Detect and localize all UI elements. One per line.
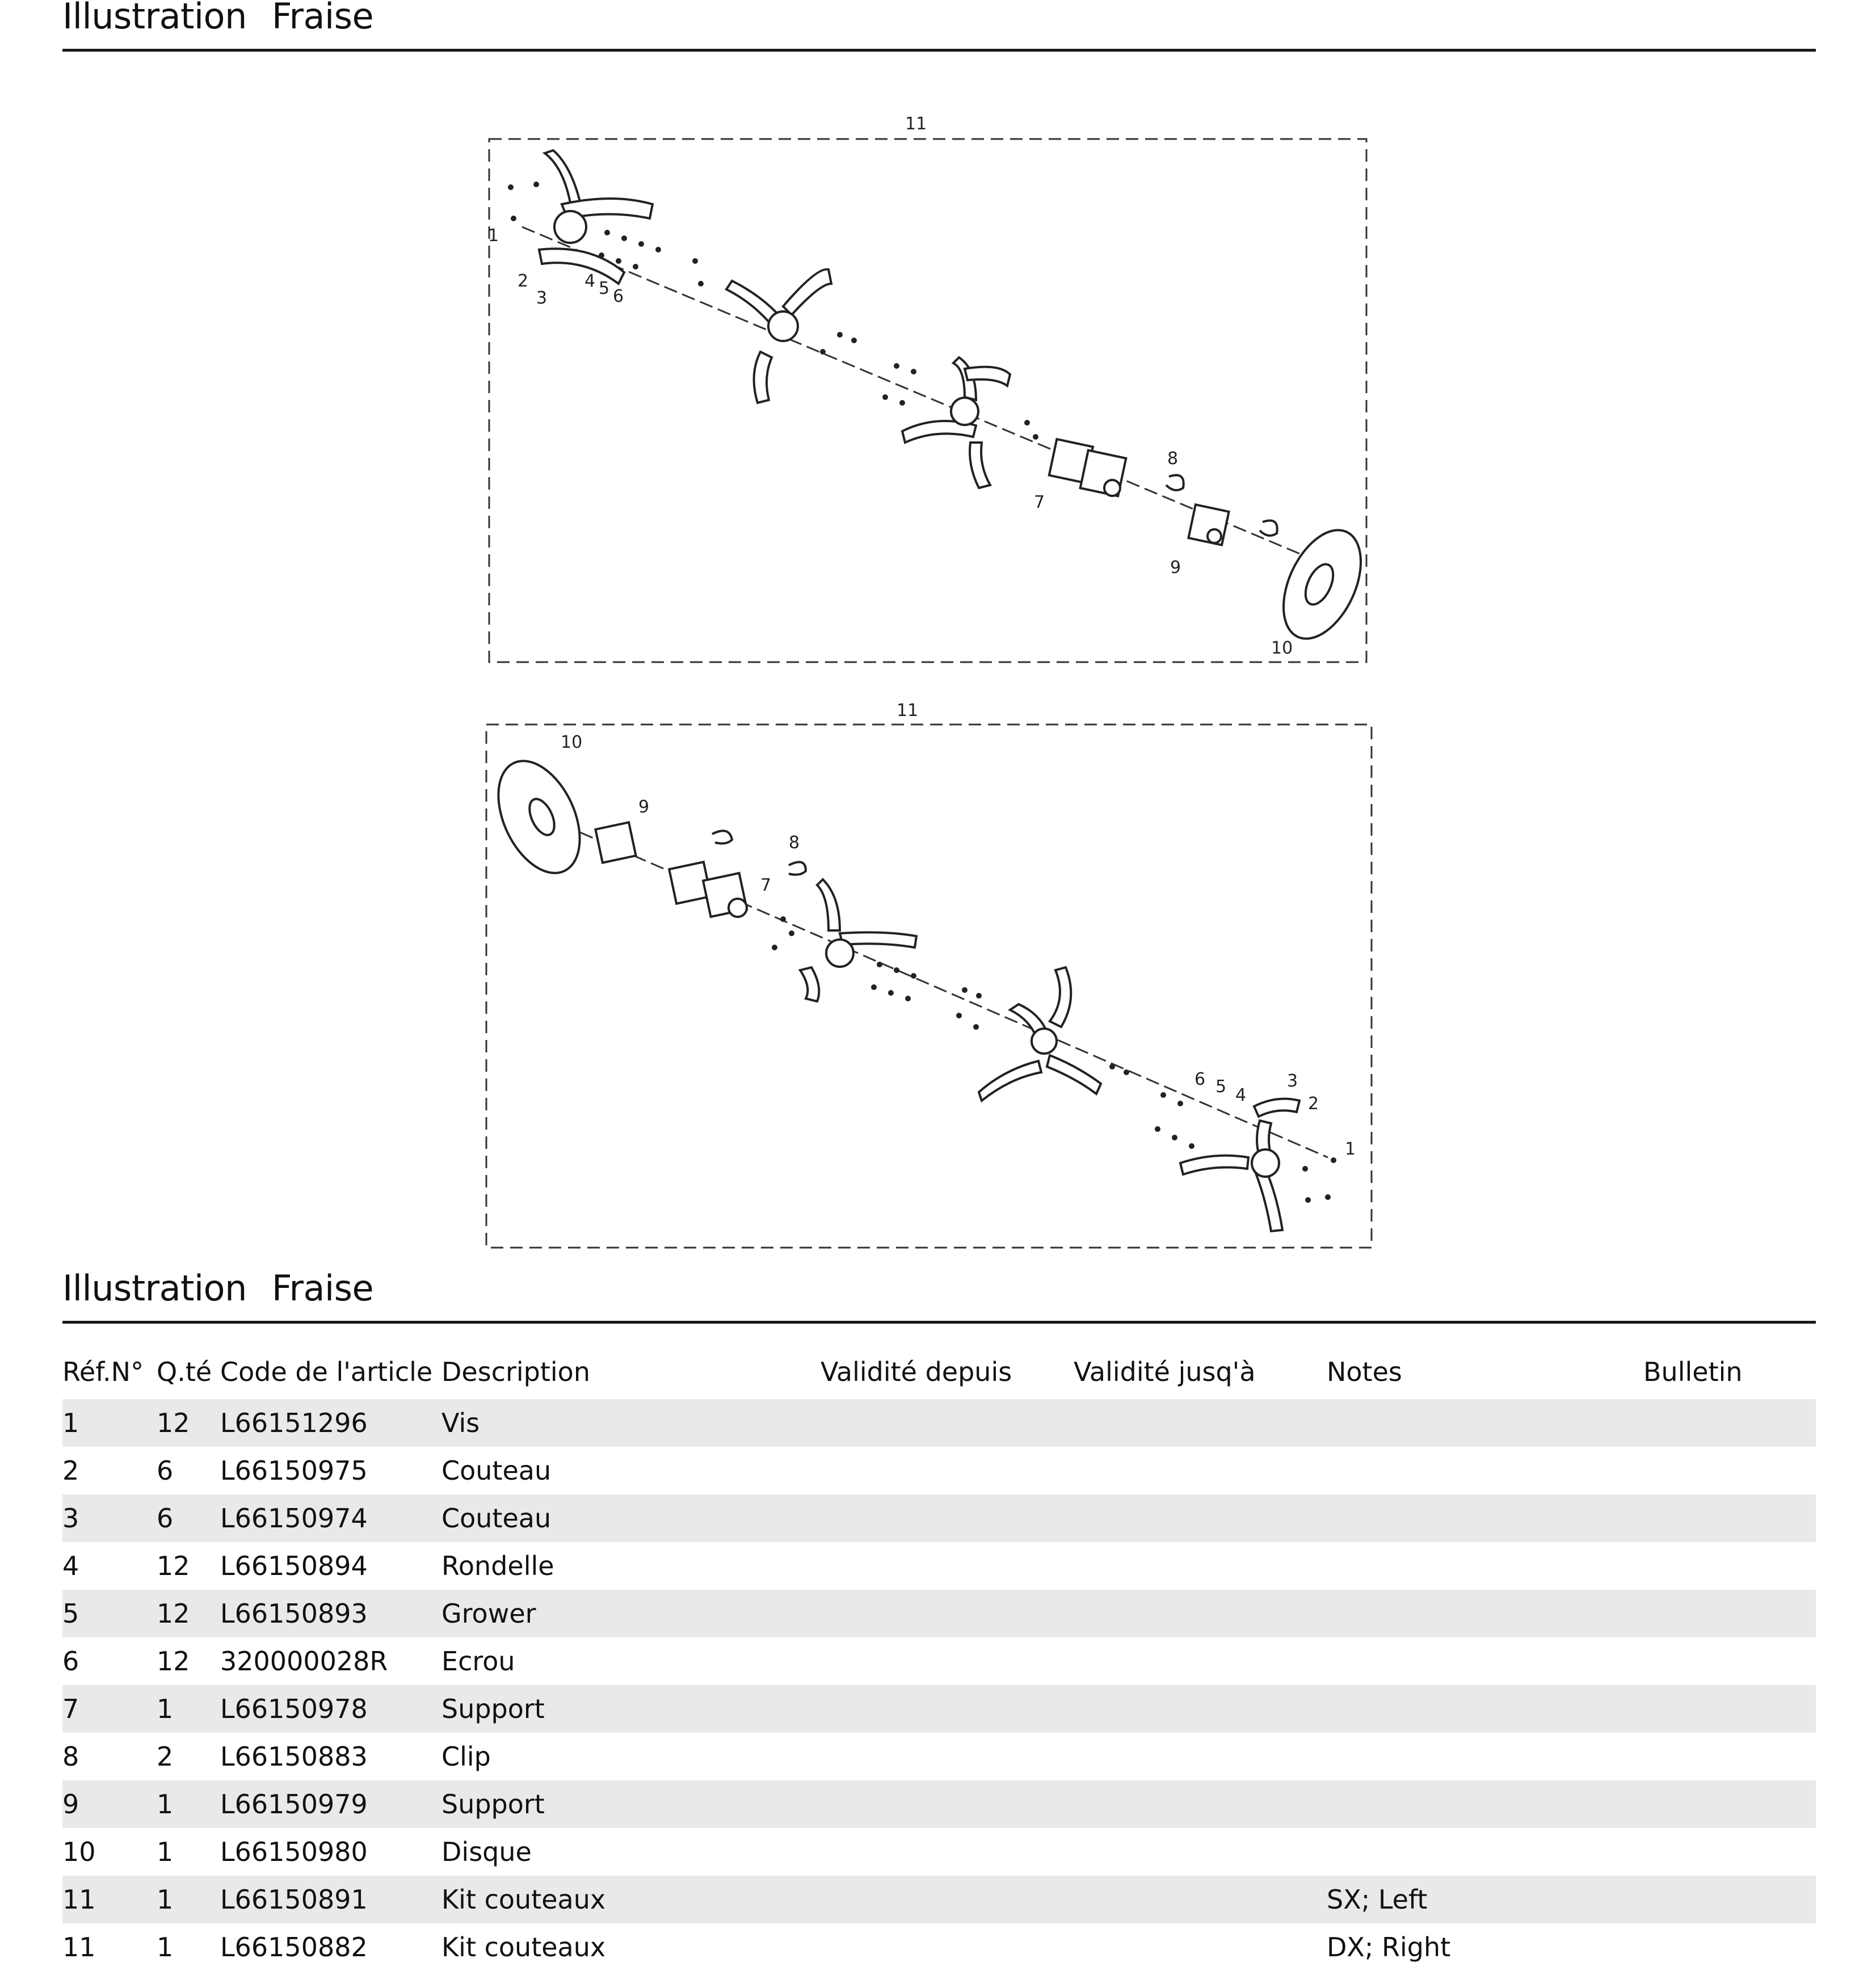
callout-4: 4 [1235, 1085, 1247, 1105]
cell-description: Vis [441, 1408, 480, 1438]
cell-qty: 2 [157, 1741, 174, 1772]
cell-description: Disque [441, 1837, 532, 1867]
cell-valid-to [1074, 1399, 1327, 1447]
cell-valid-from [821, 1637, 1074, 1685]
cell-code: L66150974 [220, 1503, 368, 1534]
header-description: Description [441, 1357, 590, 1387]
cell-notes [1327, 1590, 1643, 1637]
cell-ref: 2 [62, 1455, 79, 1486]
cell-bulletin [1643, 1828, 1816, 1876]
cell-valid-to [1074, 1637, 1327, 1685]
cell-description: Couteau [441, 1503, 552, 1534]
cell-description: Couteau [441, 1455, 552, 1486]
callout-7: 7 [1034, 492, 1045, 512]
cell-valid-from [821, 1494, 1074, 1542]
callout-5: 5 [599, 279, 610, 298]
table-row [62, 1399, 1816, 1447]
cell-qty: 12 [157, 1646, 190, 1677]
callout-9: 9 [1170, 558, 1181, 578]
cell-notes [1327, 1685, 1643, 1733]
cell-bulletin [1643, 1494, 1816, 1542]
callout-5: 5 [1215, 1077, 1227, 1097]
cell-valid-to [1074, 1685, 1327, 1733]
cell-code: L66150891 [220, 1884, 368, 1915]
cell-qty: 1 [157, 1789, 174, 1820]
callout-4: 4 [584, 271, 596, 291]
cell-notes [1327, 1447, 1643, 1494]
cell-valid-from [821, 1923, 1074, 1971]
diagram-frame [489, 139, 1366, 662]
callout-2: 2 [518, 271, 529, 291]
cell-valid-to [1074, 1590, 1327, 1637]
cell-bulletin [1643, 1399, 1816, 1447]
callout-9: 9 [638, 797, 650, 817]
header-valid-from: Validité depuis [821, 1357, 1012, 1387]
table-header-row [62, 1345, 1816, 1399]
cell-ref: 9 [62, 1789, 79, 1820]
cell-ref: 5 [62, 1598, 79, 1629]
table-row [62, 1542, 1816, 1590]
callout-10: 10 [561, 732, 583, 752]
callout-6: 6 [1194, 1069, 1206, 1089]
callout-7: 7 [760, 875, 772, 895]
title-fraise: Fraise [271, 0, 374, 37]
disc [1268, 518, 1376, 651]
cell-ref: 1 [62, 1408, 79, 1438]
cell-valid-from [821, 1876, 1074, 1923]
cell-ref: 10 [62, 1837, 96, 1867]
cell-bulletin [1643, 1780, 1816, 1828]
cell-valid-from [821, 1685, 1074, 1733]
cell-description: Kit couteaux [441, 1884, 606, 1915]
cell-qty: 6 [157, 1503, 174, 1534]
tine-assembly-1 [800, 879, 916, 1001]
table-row [62, 1685, 1816, 1733]
cell-notes [1327, 1542, 1643, 1590]
bearing-supports [1049, 439, 1229, 545]
cell-code: L66150883 [220, 1741, 368, 1772]
header-code: Code de l'article [220, 1357, 433, 1387]
cell-qty: 1 [157, 1694, 174, 1724]
callout-6: 6 [613, 287, 624, 306]
cell-ref: 7 [62, 1694, 79, 1724]
cell-valid-to [1074, 1494, 1327, 1542]
table-title-rule [62, 1321, 1816, 1324]
cell-notes: SX; Left [1327, 1884, 1428, 1915]
cell-code: L66150980 [220, 1837, 368, 1867]
cell-bulletin [1643, 1447, 1816, 1494]
cell-ref: 3 [62, 1503, 79, 1534]
cell-valid-to [1074, 1828, 1327, 1876]
cell-description: Support [441, 1694, 545, 1724]
cell-notes [1327, 1733, 1643, 1780]
callout-3: 3 [1287, 1071, 1298, 1091]
disc [482, 748, 596, 886]
cell-qty: 12 [157, 1408, 190, 1438]
cell-code: L66150979 [220, 1789, 368, 1820]
callout-1: 1 [1345, 1139, 1356, 1159]
cell-ref: 11 [62, 1932, 96, 1962]
cell-bulletin [1643, 1876, 1816, 1923]
callout-8: 8 [789, 833, 800, 853]
cell-bulletin [1643, 1637, 1816, 1685]
title-illustration: Illustration [62, 0, 247, 37]
table-row [62, 1923, 1816, 1971]
callout-11: 11 [897, 701, 919, 721]
title-fraise: Fraise [271, 1267, 374, 1309]
cell-valid-from [821, 1590, 1074, 1637]
callout-10: 10 [1271, 638, 1293, 658]
cell-ref: 8 [62, 1741, 79, 1772]
cell-valid-to [1074, 1447, 1327, 1494]
cell-notes [1327, 1828, 1643, 1876]
parts-table [62, 1345, 1816, 1971]
cell-code: L66150978 [220, 1694, 368, 1724]
tine-assembly-2 [726, 269, 831, 403]
shaft-axis [522, 227, 1305, 556]
header-valid-to: Validité jusq'à [1074, 1357, 1256, 1387]
diagram-frame [486, 725, 1372, 1248]
callout-11: 11 [905, 114, 927, 134]
table-row [62, 1637, 1816, 1685]
tine-assembly-1 [539, 150, 653, 284]
cell-qty: 1 [157, 1837, 174, 1867]
bearing-supports [595, 822, 747, 917]
callout-1: 1 [488, 226, 499, 246]
cell-qty: 6 [157, 1455, 174, 1486]
cell-description: Clip [441, 1741, 491, 1772]
callout-8: 8 [1167, 449, 1179, 469]
table-row [62, 1780, 1816, 1828]
cell-ref: 6 [62, 1646, 79, 1677]
cell-bulletin [1643, 1685, 1816, 1733]
cell-code: L66150975 [220, 1455, 368, 1486]
cell-code: L66150893 [220, 1598, 368, 1629]
cell-valid-to [1074, 1780, 1327, 1828]
cell-ref: 4 [62, 1551, 79, 1581]
cell-valid-to [1074, 1542, 1327, 1590]
table-row [62, 1828, 1816, 1876]
shaft-axis [545, 817, 1328, 1157]
callout-3: 3 [536, 288, 548, 308]
header-bulletin: Bulletin [1643, 1357, 1743, 1387]
cell-description: Rondelle [441, 1551, 554, 1581]
table-row [62, 1733, 1816, 1780]
exploded-diagram-left [0, 0, 1876, 681]
cell-valid-from [821, 1780, 1074, 1828]
cell-valid-from [821, 1733, 1074, 1780]
table-section-title [62, 1267, 1816, 1309]
exploded-diagram-right [0, 681, 1876, 1277]
cell-notes: DX; Right [1327, 1932, 1451, 1962]
cell-bulletin [1643, 1542, 1816, 1590]
cell-code: L66151296 [220, 1408, 368, 1438]
cell-description: Support [441, 1789, 545, 1820]
tine-assembly-2 [979, 967, 1101, 1101]
cell-description: Kit couteaux [441, 1932, 606, 1962]
cell-qty: 1 [157, 1884, 174, 1915]
cell-valid-from [821, 1542, 1074, 1590]
cell-description: Grower [441, 1598, 536, 1629]
callouts-top [488, 114, 1293, 658]
table-row [62, 1447, 1816, 1494]
cell-bulletin [1643, 1923, 1816, 1971]
cell-code: L66150894 [220, 1551, 368, 1581]
table-row [62, 1494, 1816, 1542]
cell-valid-from [821, 1828, 1074, 1876]
callout-2: 2 [1308, 1094, 1319, 1114]
cell-valid-to [1074, 1733, 1327, 1780]
cell-notes [1327, 1637, 1643, 1685]
header-qty: Q.té [157, 1357, 212, 1387]
cell-description: Ecrou [441, 1646, 515, 1677]
table-row [62, 1876, 1816, 1923]
title-illustration: Illustration [62, 1267, 247, 1309]
cell-notes [1327, 1780, 1643, 1828]
tine-assembly-3 [902, 357, 1010, 488]
cell-notes [1327, 1399, 1643, 1447]
cell-valid-from [821, 1399, 1074, 1447]
cell-code: 320000028R [220, 1646, 388, 1677]
table-row [62, 1590, 1816, 1637]
cell-qty: 12 [157, 1598, 190, 1629]
callouts-bottom [561, 701, 1356, 1159]
cell-valid-from [821, 1447, 1074, 1494]
cell-valid-to [1074, 1876, 1327, 1923]
cell-notes [1327, 1494, 1643, 1542]
cell-code: L66150882 [220, 1932, 368, 1962]
cell-ref: 11 [62, 1884, 96, 1915]
header-ref: Réf.N° [62, 1357, 144, 1387]
cell-qty: 1 [157, 1932, 174, 1962]
cell-bulletin [1643, 1590, 1816, 1637]
header-notes: Notes [1327, 1357, 1402, 1387]
cell-qty: 12 [157, 1551, 190, 1581]
cell-valid-to [1074, 1923, 1327, 1971]
cell-bulletin [1643, 1733, 1816, 1780]
